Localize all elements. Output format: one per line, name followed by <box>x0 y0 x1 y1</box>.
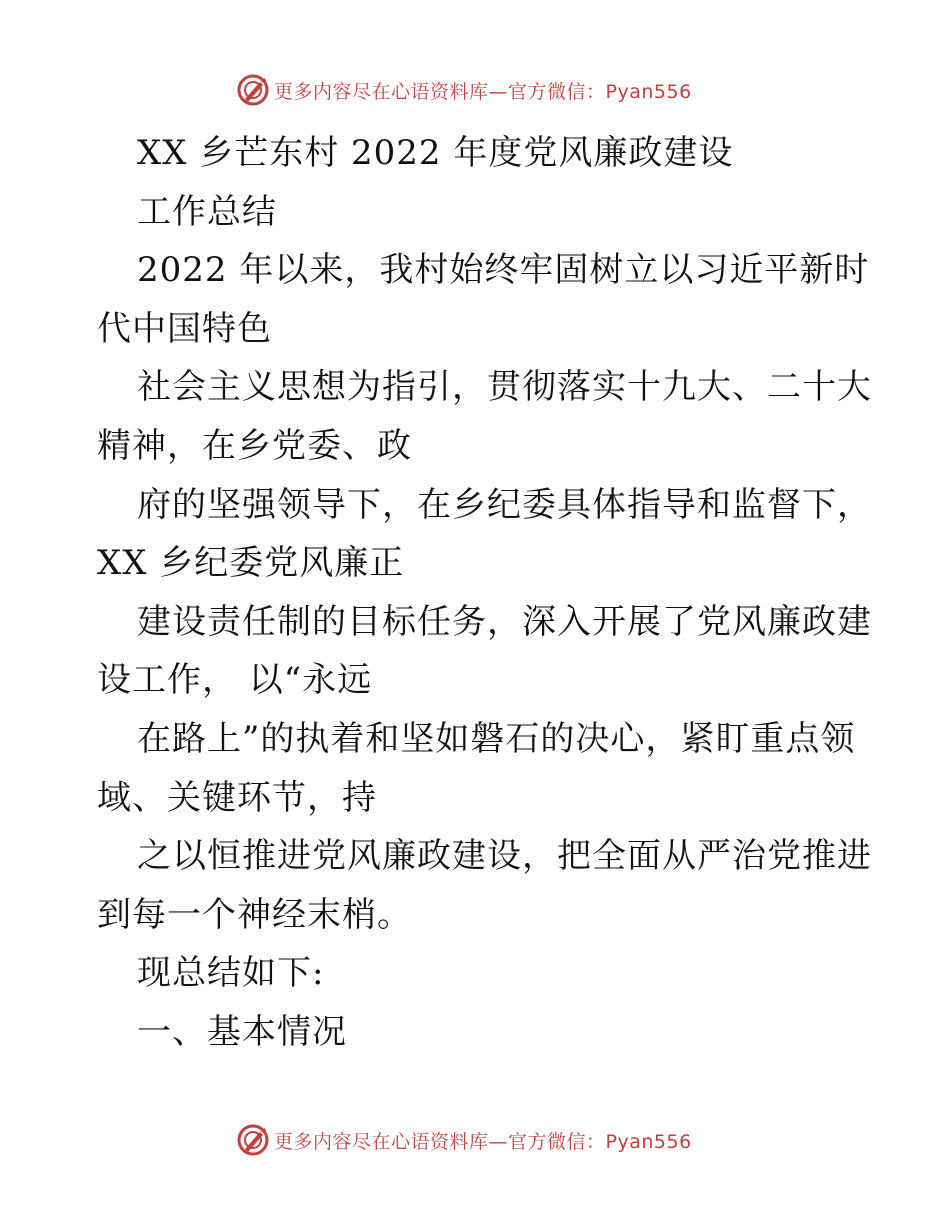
doc-line: 域、关键环节，持 <box>97 777 377 818</box>
doc-line: 到每一个神经末梢。 <box>97 894 412 935</box>
doc-line: 一、基本情况 <box>137 1011 347 1052</box>
watermark-header <box>236 72 692 108</box>
watermark-text: 更多内容尽在心语资料库—官方微信：Pyan556 <box>274 1130 692 1153</box>
doc-line: 设工作， 以“永远 <box>97 660 373 701</box>
pen-logo-icon <box>236 1123 270 1157</box>
doc-line: 之以恒推进党风廉政建设，把全面从严治党推进 <box>137 836 872 877</box>
pen-logo-icon <box>236 73 270 107</box>
doc-line: 代中国特色 <box>97 308 272 349</box>
document-body <box>97 124 872 1062</box>
doc-line: 精神，在乡党委、政 <box>97 425 412 466</box>
doc-line: XX 乡芒东村 2022 年度党风廉政建设 <box>137 133 734 173</box>
doc-line: XX 乡纪委党风廉正 <box>97 543 405 584</box>
watermark-text: 更多内容尽在心语资料库—官方微信：Pyan556 <box>274 80 692 103</box>
doc-line: 2022 年以来，我村始终牢固树立以习近平新时 <box>137 250 870 291</box>
doc-line: 现总结如下: <box>137 953 325 994</box>
watermark-footer <box>236 1122 692 1158</box>
doc-line: 府的坚强领导下，在乡纪委具体指导和监督下， <box>137 484 872 525</box>
doc-line: 社会主义思想为指引，贯彻落实十九大、二十大 <box>137 367 872 408</box>
doc-line: 建设责任制的目标任务，深入开展了党风廉政建 <box>137 601 872 642</box>
doc-line: 工作总结 <box>137 191 277 232</box>
doc-line: 在路上”的执着和坚如磐石的决心，紧盯重点领 <box>137 718 856 759</box>
